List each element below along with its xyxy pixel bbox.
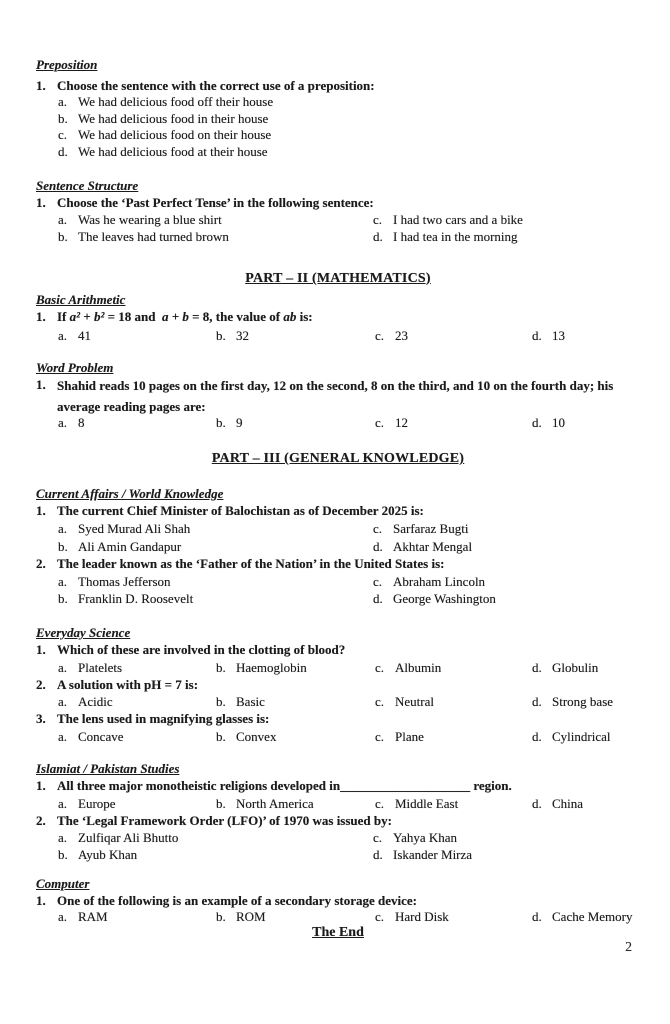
option-letter: b. xyxy=(216,659,226,675)
option-text: North America xyxy=(236,795,314,811)
option-text: Concave xyxy=(78,728,124,744)
part-header xyxy=(36,449,640,467)
option-text: Haemoglobin xyxy=(236,659,307,675)
option xyxy=(216,728,375,745)
question-number: 2. xyxy=(36,556,46,571)
option-letter: b. xyxy=(58,229,68,244)
option-letter: c. xyxy=(375,659,385,675)
option xyxy=(216,795,375,812)
part-title: PART – III (GENERAL KNOWLEDGE) xyxy=(211,451,465,466)
question-number: 1. xyxy=(36,195,46,210)
option xyxy=(58,795,216,812)
option xyxy=(58,144,640,161)
option-letter: c. xyxy=(375,908,385,924)
option-text: Ali Amin Gandapur xyxy=(78,538,182,554)
option xyxy=(58,693,216,710)
option-letter: b. xyxy=(58,591,68,606)
options-row xyxy=(58,573,640,591)
option xyxy=(58,327,216,344)
question xyxy=(36,676,640,694)
option-text: Thomas Jefferson xyxy=(78,573,171,589)
option-letter: b. xyxy=(216,694,226,709)
option-letter: b. xyxy=(216,415,226,430)
question-text: The ‘Legal Framework Order (LFO)’ of 1970 was issued by: xyxy=(57,812,392,828)
question-number: 1. xyxy=(36,778,46,793)
options-row xyxy=(58,846,640,863)
question xyxy=(36,77,640,94)
option-letter: c. xyxy=(375,415,385,430)
option-text: 23 xyxy=(395,328,408,343)
options-row xyxy=(58,327,640,344)
option-text: Globulin xyxy=(552,659,599,675)
option-text: 12 xyxy=(395,415,408,430)
option xyxy=(375,414,532,431)
option-text: Ayub Khan xyxy=(78,847,138,862)
option xyxy=(58,127,640,144)
option-letter: c. xyxy=(373,521,383,536)
option-text: Zulfiqar Ali Bhutto xyxy=(78,830,179,845)
options-list xyxy=(58,94,640,160)
option-text: George Washington xyxy=(393,591,496,606)
options-row xyxy=(58,829,640,846)
option xyxy=(532,414,640,431)
option-letter: c. xyxy=(375,328,385,343)
option-letter: d. xyxy=(373,591,383,606)
options-row xyxy=(58,728,640,745)
option-letter: a. xyxy=(58,659,68,675)
option xyxy=(58,573,373,591)
option xyxy=(532,693,640,710)
option xyxy=(216,659,375,676)
option xyxy=(375,693,532,710)
option-text: We had delicious food in their house xyxy=(78,110,269,126)
option-letter: d. xyxy=(373,538,383,554)
question-text: The leader known as the ‘Father of the Nation’ in the United States is: xyxy=(57,556,445,571)
option-text: Europe xyxy=(78,795,116,811)
options-row xyxy=(58,908,640,925)
question-number: 1. xyxy=(36,642,46,657)
option-letter: a. xyxy=(58,795,68,811)
option-letter: c. xyxy=(373,573,383,589)
option xyxy=(373,590,640,608)
option-letter: b. xyxy=(216,328,226,343)
option xyxy=(58,211,373,228)
option xyxy=(375,908,532,925)
question-text: All three major monotheistic religions developed in____________________ region. xyxy=(57,778,512,793)
question-text: Choose the ‘Past Perfect Tense’ in the following sentence: xyxy=(57,195,374,210)
option-letter: b. xyxy=(216,908,226,924)
option-text: The leaves had turned brown xyxy=(78,229,229,244)
options-row xyxy=(58,590,640,608)
option-text: ROM xyxy=(236,908,266,924)
option xyxy=(58,538,373,556)
option-text: Platelets xyxy=(78,659,123,675)
option xyxy=(58,228,373,245)
option-text: Syed Murad Ali Shah xyxy=(78,521,191,536)
question-number: 3. xyxy=(36,711,46,726)
question xyxy=(36,555,640,572)
option xyxy=(375,327,532,344)
section-heading-sentence-structure: Sentence Structure xyxy=(36,178,139,193)
option-text: 8 xyxy=(78,415,85,430)
question-number: 2. xyxy=(36,812,46,828)
option-text: Akhtar Mengal xyxy=(393,538,473,554)
options-row xyxy=(58,538,640,556)
option-text: Albumin xyxy=(395,659,442,675)
option-letter: c. xyxy=(58,127,68,142)
option xyxy=(375,795,532,812)
option-letter: c. xyxy=(375,728,385,744)
option-text: Hard Disk xyxy=(395,908,449,924)
end-marker-wrap xyxy=(36,923,640,941)
options-row xyxy=(58,414,640,431)
question-line: Shahid reads 10 pages on the first day, 12 on the second, 8 on the third, and 10 on the fourth day; his xyxy=(57,378,614,393)
option xyxy=(532,908,640,925)
question-number: 1. xyxy=(36,892,46,908)
option-letter: a. xyxy=(58,694,68,709)
part-title: PART – II (MATHEMATICS) xyxy=(245,271,431,286)
options-row xyxy=(58,693,640,710)
math-expression: ab xyxy=(283,309,297,324)
option-text: 13 xyxy=(552,328,565,343)
option-text: Neutral xyxy=(395,694,434,709)
option-text: We had delicious food on their house xyxy=(78,127,272,142)
option xyxy=(373,228,640,245)
question-text: One of the following is an example of a secondary storage device: xyxy=(57,892,417,908)
option-letter: c. xyxy=(373,830,383,845)
section-heading-islamiat: Islamiat / Pakistan Studies xyxy=(36,760,180,776)
option-letter: b. xyxy=(216,728,226,744)
options-row xyxy=(58,228,640,245)
option xyxy=(58,846,373,863)
option xyxy=(58,520,373,538)
math-text: If xyxy=(57,309,70,324)
option xyxy=(216,327,375,344)
option-text: 10 xyxy=(552,415,565,430)
option-letter: d. xyxy=(532,728,542,744)
question xyxy=(36,777,640,794)
question-number: 1. xyxy=(36,503,46,518)
page-number: 2 xyxy=(625,939,632,954)
option xyxy=(58,908,216,925)
option-text: 9 xyxy=(236,415,243,430)
option-letter: b. xyxy=(58,110,68,126)
option xyxy=(375,659,532,676)
option-letter: d. xyxy=(532,694,542,709)
math-text: is: xyxy=(296,309,313,324)
option xyxy=(58,829,373,846)
option-text: We had delicious food off their house xyxy=(78,94,274,109)
question xyxy=(36,307,640,327)
option-text: Acidic xyxy=(78,694,113,709)
option-text: Sarfaraz Bugti xyxy=(393,521,469,536)
option xyxy=(375,728,532,745)
option-text: RAM xyxy=(78,908,108,924)
part-header xyxy=(36,269,640,287)
section-heading-computer: Computer xyxy=(36,875,90,891)
option-text: Middle East xyxy=(395,795,459,811)
option xyxy=(373,846,640,863)
options-row xyxy=(58,659,640,676)
option xyxy=(373,520,640,538)
option-text: Convex xyxy=(236,728,277,744)
option-text: Was he wearing a blue shirt xyxy=(78,212,222,227)
option xyxy=(216,414,375,431)
question-line: average reading pages are: xyxy=(57,398,206,414)
question xyxy=(36,892,640,909)
option xyxy=(532,795,640,812)
option xyxy=(373,211,640,228)
option-letter: b. xyxy=(216,795,226,811)
option xyxy=(58,590,373,608)
section-heading-word-problem: Word Problem xyxy=(36,360,114,375)
option xyxy=(532,327,640,344)
option xyxy=(216,693,375,710)
option-letter: d. xyxy=(373,229,383,244)
question xyxy=(36,641,640,659)
options-row xyxy=(58,520,640,538)
question-text xyxy=(57,307,640,327)
option xyxy=(532,728,640,745)
option-letter: d. xyxy=(532,328,542,343)
option-letter: a. xyxy=(58,908,68,924)
math-text: = 8, the value of xyxy=(188,309,284,324)
option xyxy=(58,94,640,111)
option xyxy=(58,111,640,128)
option xyxy=(58,414,216,431)
option-text: Plane xyxy=(395,728,424,744)
option-letter: c. xyxy=(375,694,385,709)
option-text: I had two cars and a bike xyxy=(393,212,523,227)
section-heading-preposition: Preposition xyxy=(36,57,98,72)
option-text: Basic xyxy=(236,694,265,709)
option-letter: d. xyxy=(373,847,383,862)
option-letter: a. xyxy=(58,212,68,227)
section-heading-current-affairs: Current Affairs / World Knowledge xyxy=(36,486,224,501)
option xyxy=(58,728,216,745)
option-text: 32 xyxy=(236,328,249,343)
option-letter: a. xyxy=(58,728,68,744)
option-letter: a. xyxy=(58,573,68,589)
question xyxy=(36,194,640,211)
option-text: I had tea in the morning xyxy=(393,229,518,244)
option-letter: a. xyxy=(58,415,68,430)
option-letter: a. xyxy=(58,830,68,845)
question-number: 1. xyxy=(36,309,46,324)
option-text: 41 xyxy=(78,328,91,343)
option xyxy=(216,908,375,925)
math-expression: a² + b² xyxy=(69,309,105,324)
math-text: = 18 and xyxy=(104,309,162,324)
option-letter: b. xyxy=(58,538,68,554)
section-heading-everyday-science: Everyday Science xyxy=(36,625,131,640)
question-text: The current Chief Minister of Balochistan as of December 2025 is: xyxy=(57,503,424,518)
question xyxy=(36,502,640,519)
option xyxy=(58,659,216,676)
option-letter: d. xyxy=(532,415,542,430)
options-row xyxy=(58,211,640,228)
question-text xyxy=(57,376,640,417)
option-letter: a. xyxy=(58,521,68,536)
question-text: A solution with pH = 7 is: xyxy=(57,676,199,692)
question xyxy=(36,376,640,417)
question-number: 2. xyxy=(36,676,46,692)
option-text: Franklin D. Roosevelt xyxy=(78,591,194,606)
option xyxy=(373,538,640,556)
question xyxy=(36,812,640,829)
question-number: 1. xyxy=(36,78,46,93)
option-letter: c. xyxy=(375,795,385,811)
option xyxy=(373,829,640,846)
the-end-label: The End xyxy=(312,924,364,940)
option-letter: d. xyxy=(58,143,68,159)
question-number: 1. xyxy=(36,377,46,392)
question-text: The lens used in magnifying glasses is: xyxy=(57,711,270,726)
option-text: Iskander Mirza xyxy=(393,847,473,862)
question xyxy=(36,710,640,728)
option-letter: a. xyxy=(58,94,68,109)
option-letter: c. xyxy=(373,212,383,227)
option-letter: b. xyxy=(58,847,68,862)
option-text: China xyxy=(552,795,584,811)
option-text: Strong base xyxy=(552,694,614,709)
option-text: Abraham Lincoln xyxy=(393,573,486,589)
option xyxy=(373,573,640,591)
option-text: We had delicious food at their house xyxy=(78,143,268,159)
option-text: Yahya Khan xyxy=(393,830,458,845)
option-text: Cache Memory xyxy=(552,908,633,924)
question-text: Choose the sentence with the correct use of a preposition: xyxy=(57,78,375,93)
section-everyday-science xyxy=(36,624,640,745)
section-heading-basic-arithmetic: Basic Arithmetic xyxy=(36,292,126,307)
option-letter: a. xyxy=(58,328,68,343)
option-text: Cylindrical xyxy=(552,728,611,744)
option-letter: d. xyxy=(532,659,542,675)
option-letter: d. xyxy=(532,908,542,924)
options-row xyxy=(58,795,640,812)
option-letter: d. xyxy=(532,795,542,811)
question-text: Which of these are involved in the clotting of blood? xyxy=(57,642,346,657)
math-expression: a + b xyxy=(161,309,189,324)
option xyxy=(532,659,640,676)
